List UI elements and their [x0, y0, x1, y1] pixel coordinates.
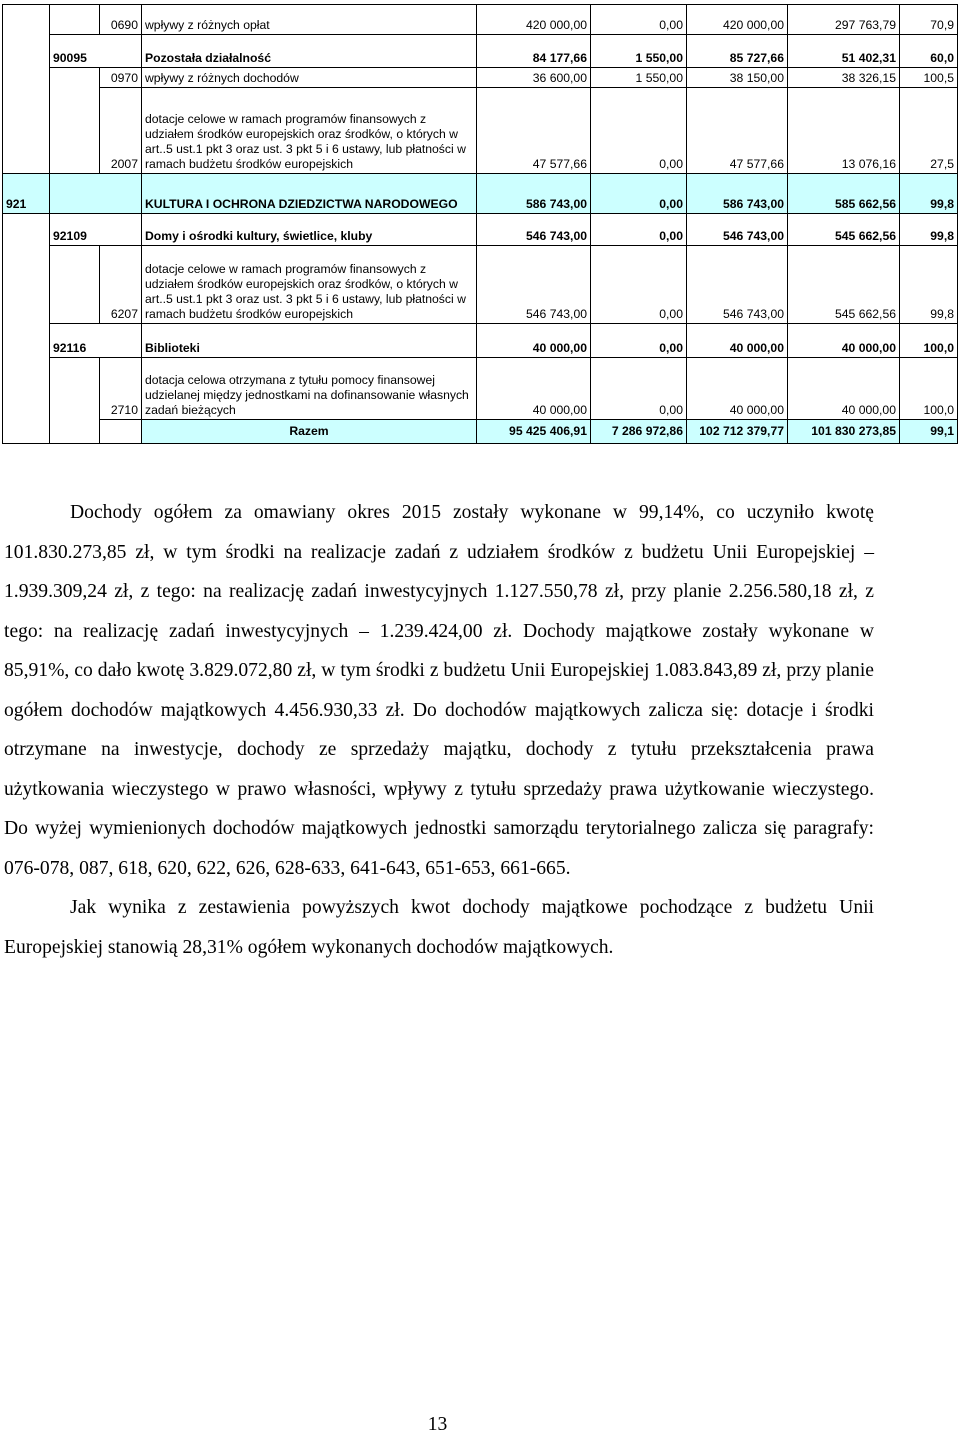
plan-after-cell: 546 743,00	[687, 214, 788, 246]
paragraf-cell	[100, 174, 142, 214]
body-text	[4, 493, 874, 967]
table-row	[3, 35, 958, 68]
plan-cell: 40 000,00	[477, 358, 591, 420]
percent-cell: 60,0	[900, 35, 958, 68]
executed-cell: 51 402,31	[788, 35, 900, 68]
table-row	[3, 68, 958, 88]
change-cell: 1 550,00	[591, 68, 687, 88]
change-cell: 1 550,00	[591, 35, 687, 68]
rozdzial-cell	[50, 5, 100, 35]
name-cell: Pozostała działalność	[142, 35, 477, 68]
dzial-cell	[3, 5, 50, 35]
page-number: 13	[427, 1414, 448, 1435]
change-cell: 0,00	[591, 214, 687, 246]
total-change: 7 286 972,86	[591, 420, 687, 444]
dzial-cell	[3, 246, 50, 324]
total-label: Razem	[142, 420, 477, 444]
change-cell: 0,00	[591, 88, 687, 174]
table-row	[3, 5, 958, 35]
table-row	[3, 174, 958, 214]
plan-after-cell: 38 150,00	[687, 68, 788, 88]
name-cell: KULTURA I OCHRONA DZIEDZICTWA NARODOWEGO	[142, 174, 477, 214]
dzial-cell	[3, 420, 50, 444]
name-cell: dotacje celowe w ramach programów finansowych z udziałem środków europejskich oraz środków, o których w art..5 ust.1 pkt 3 oraz ust. 3 pkt 5 i 6 ustawy, lub płatności w ramach budżetu środków europejskich	[142, 246, 477, 324]
paragraf-cell: 2710	[100, 358, 142, 420]
change-cell: 0,00	[591, 5, 687, 35]
total-row	[3, 420, 958, 444]
name-cell: dotacja celowa otrzymana z tytułu pomocy finansowej udzielanej między jednostkami na dofinansowanie własnych zadań bieżących	[142, 358, 477, 420]
percent-cell: 100,0	[900, 324, 958, 358]
percent-cell: 99,8	[900, 174, 958, 214]
paragraph-eu-share: Jak wynika z zestawienia powyższych kwot dochody majątkowe pochodzące z budżetu Unii Europejskiej stanowią 28,31% ogółem wykonanych dochodów majątkowych.	[4, 897, 874, 958]
rozdzial-cell: 90095	[50, 35, 142, 68]
executed-cell: 13 076,16	[788, 88, 900, 174]
executed-cell: 545 662,56	[788, 214, 900, 246]
plan-cell: 36 600,00	[477, 68, 591, 88]
table-row	[3, 214, 958, 246]
plan-cell: 420 000,00	[477, 5, 591, 35]
plan-after-cell: 586 743,00	[687, 174, 788, 214]
percent-cell: 27,5	[900, 88, 958, 174]
rozdzial-cell	[50, 358, 100, 420]
plan-cell: 40 000,00	[477, 324, 591, 358]
name-cell: Biblioteki	[142, 324, 477, 358]
plan-cell: 47 577,66	[477, 88, 591, 174]
plan-cell: 546 743,00	[477, 214, 591, 246]
budget-table	[2, 4, 958, 444]
dzial-cell	[3, 88, 50, 174]
table-row	[3, 88, 958, 174]
paragraf-cell: 2007	[100, 88, 142, 174]
dzial-cell	[3, 358, 50, 420]
executed-cell: 40 000,00	[788, 358, 900, 420]
rozdzial-cell	[50, 68, 100, 88]
rozdzial-cell: 92116	[50, 324, 142, 358]
executed-cell: 545 662,56	[788, 246, 900, 324]
change-cell: 0,00	[591, 174, 687, 214]
total-plan: 95 425 406,91	[477, 420, 591, 444]
executed-cell: 297 763,79	[788, 5, 900, 35]
percent-cell: 100,0	[900, 358, 958, 420]
dzial-cell	[3, 68, 50, 88]
plan-after-cell: 40 000,00	[687, 324, 788, 358]
paragraf-cell: 0970	[100, 68, 142, 88]
paragraph-income-summary: Dochody ogółem za omawiany okres 2015 zostały wykonane w 99,14%, co uczyniło kwotę 101.830.273,85 zł, w tym środki na realizacje zadań z udziałem środków z budżetu Unii Europejskiej – 1.939.309,24 zł, z tego: na realizację zadań inwestycyjnych 1.127.550,78 zł, przy planie 2.256.580,18 zł, z tego: na realizację zadań inwestycyjnych – 1.239.424,00 zł. Dochody majątkowe zostały wykonane w 85,91%, co dało kwotę 3.829.072,80 zł, w tym środki z budżetu Unii Europejskiej 1.083.843,89 zł, przy planie ogółem dochodów majątkowych 4.456.930,33 zł. Do dochodów majątkowych zalicza się: dotacje i środki otrzymane na inwestycje, dochody ze sprzedaży majątku, dochody z tytułu przekształcenia prawa użytkowania wieczystego w prawo własności, wpływy z tytułu sprzedaży prawa użytkowanie wieczystego. Do wyżej wymienionych dochodów majątkowych jednostki samorządu terytorialnego zalicza się paragrafy: 076-078, 087, 618, 620, 622, 626, 628-633, 641-643, 651-653, 661-665.	[4, 502, 874, 879]
plan-cell: 586 743,00	[477, 174, 591, 214]
rozdzial-cell	[50, 420, 100, 444]
dzial-cell: 921	[3, 174, 50, 214]
name-cell: Domy i ośrodki kultury, świetlice, kluby	[142, 214, 477, 246]
plan-cell: 546 743,00	[477, 246, 591, 324]
plan-after-cell: 47 577,66	[687, 88, 788, 174]
plan-after-cell: 420 000,00	[687, 5, 788, 35]
percent-cell: 100,5	[900, 68, 958, 88]
dzial-cell	[3, 214, 50, 246]
percent-cell: 99,8	[900, 214, 958, 246]
rozdzial-cell	[50, 174, 100, 214]
executed-cell: 585 662,56	[788, 174, 900, 214]
plan-after-cell: 85 727,66	[687, 35, 788, 68]
paragraf-cell	[100, 420, 142, 444]
total-plan-after: 102 712 379,77	[687, 420, 788, 444]
name-cell: wpływy z różnych opłat	[142, 5, 477, 35]
table-row	[3, 246, 958, 324]
change-cell: 0,00	[591, 246, 687, 324]
rozdzial-cell	[50, 88, 100, 174]
name-cell: dotacje celowe w ramach programów finansowych z udziałem środków europejskich oraz środków, o których w art..5 ust.1 pkt 3 oraz ust. 3 pkt 5 i 6 ustawy, lub płatności w ramach budżetu środków europejskich	[142, 88, 477, 174]
table-row	[3, 324, 958, 358]
change-cell: 0,00	[591, 358, 687, 420]
total-percent: 99,1	[900, 420, 958, 444]
paragraf-cell: 0690	[100, 5, 142, 35]
change-cell: 0,00	[591, 324, 687, 358]
total-executed: 101 830 273,85	[788, 420, 900, 444]
plan-cell: 84 177,66	[477, 35, 591, 68]
executed-cell: 40 000,00	[788, 324, 900, 358]
percent-cell: 99,8	[900, 246, 958, 324]
table-row	[3, 358, 958, 420]
rozdzial-cell	[50, 246, 100, 324]
percent-cell: 70,9	[900, 5, 958, 35]
rozdzial-cell: 92109	[50, 214, 142, 246]
plan-after-cell: 40 000,00	[687, 358, 788, 420]
dzial-cell	[3, 324, 50, 358]
plan-after-cell: 546 743,00	[687, 246, 788, 324]
executed-cell: 38 326,15	[788, 68, 900, 88]
name-cell: wpływy z różnych dochodów	[142, 68, 477, 88]
paragraf-cell: 6207	[100, 246, 142, 324]
dzial-cell	[3, 35, 50, 68]
